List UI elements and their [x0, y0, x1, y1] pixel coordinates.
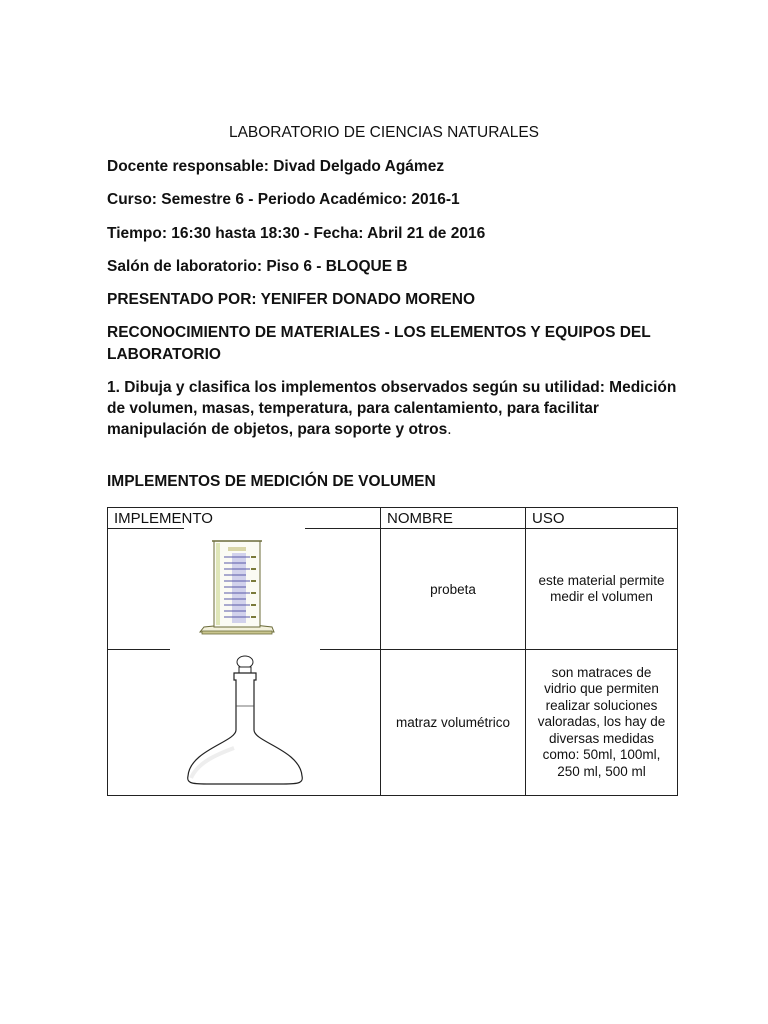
use-line: realizar soluciones: [545, 697, 658, 713]
image-overlap: [170, 647, 320, 651]
question-period: .: [447, 421, 452, 438]
implement-use: [526, 529, 678, 650]
table-row: [108, 529, 678, 650]
use-line: 250 ml, 500 ml: [557, 763, 646, 779]
time-line: Tiempo: 16:30 hasta 18:30 - Fecha: Abril 21 de 2016: [107, 225, 486, 242]
document-title: LABORATORIO DE CIENCIAS NATURALES: [228, 124, 540, 141]
implement-name: probeta: [381, 529, 526, 650]
question-line3: [107, 419, 677, 441]
use-line: este material permite: [538, 572, 665, 588]
teacher-line: Docente responsable: Divad Delgado Agámez: [107, 158, 445, 175]
header-implemento: IMPLEMENTO: [108, 508, 381, 529]
use-line: diversas medidas: [548, 730, 655, 746]
header-uso: USO: [526, 508, 678, 529]
volume-instruments-table: [107, 507, 678, 796]
use-line: son matraces de: [551, 664, 652, 680]
question-line1: 1. Dibuja y clasifica los implementos observados según su utilidad: Medición: [107, 379, 677, 396]
section-heading-line2: LABORATORIO: [107, 346, 221, 363]
header-nombre: NOMBRE: [381, 508, 526, 529]
implement-image-cell: [108, 650, 381, 796]
use-line: valoradas, los hay de: [537, 714, 666, 730]
use-line: como: 50ml, 100ml,: [542, 747, 661, 763]
volumetric-flask-icon: [108, 650, 381, 795]
implement-use: [526, 650, 678, 796]
use-line: medir el volumen: [550, 589, 653, 604]
graduated-cylinder-icon: [108, 529, 381, 649]
table-title: IMPLEMENTOS DE MEDICIÓN DE VOLUMEN: [107, 473, 436, 490]
presented-by-line: PRESENTADO POR: YENIFER DONADO MORENO: [107, 291, 476, 308]
implement-name: matraz volumétrico: [381, 650, 526, 796]
table-row: [108, 650, 678, 796]
room-line: Salón de laboratorio: Piso 6 - BLOQUE B: [107, 258, 408, 275]
image-overlap: [184, 526, 305, 530]
section-heading-line1: RECONOCIMIENTO DE MATERIALES - LOS ELEMENTOS Y EQUIPOS DEL: [107, 324, 651, 341]
course-line: Curso: Semestre 6 - Periodo Académico: 2016-1: [107, 191, 460, 208]
implement-image-cell: [108, 529, 381, 650]
question-line2: de volumen, masas, temperatura, para calentamiento, para facilitar: [107, 400, 599, 417]
use-line: vidrio que permiten: [544, 681, 659, 697]
question-line3-text: manipulación de objetos, para soporte y otros: [107, 421, 448, 438]
